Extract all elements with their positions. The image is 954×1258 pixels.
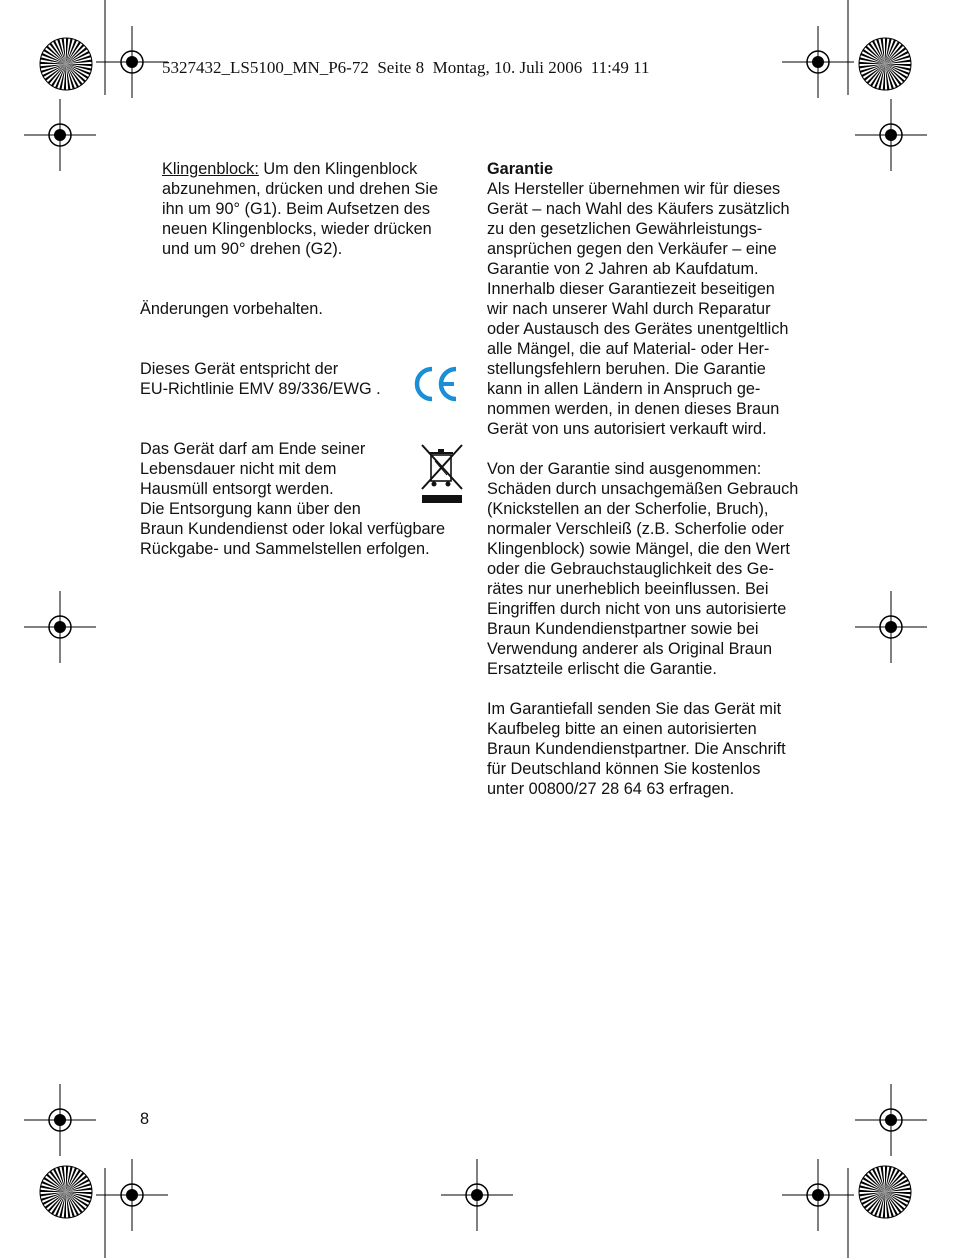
crossed-out-wheelie-bin-icon — [420, 443, 464, 505]
star-target-icon — [859, 38, 911, 90]
text-line: Garantie von 2 Jahren ab Kaufdatum. — [487, 260, 759, 278]
warranty-paragraph-1 — [487, 179, 817, 439]
warranty-paragraph-3 — [487, 699, 817, 799]
text-line: Als Hersteller übernehmen wir für dieses — [487, 180, 781, 198]
text-line: stellungsfehlern beruhen. Die Garantie — [487, 360, 766, 378]
print-slug: 5327432_LS5100_MN_P6-72 Seite 8 Montag, 10. Juli 2006 11:49 11 — [162, 58, 650, 77]
star-target-icon — [40, 1166, 92, 1218]
text-line: (Knickstellen an der Scherfolie, Bruch), — [487, 500, 769, 518]
text-line: rätes nur unerheblich beeinflussen. Bei — [487, 580, 769, 598]
text-line: zu den gesetzlichen Gewährleistungs- — [487, 220, 763, 238]
text-line: normaler Verschleiß (z.B. Scherfolie oder — [487, 520, 784, 538]
warranty-section — [487, 159, 817, 799]
changes-notice: Änderungen vorbehalten. — [140, 300, 323, 318]
text-line: kann in allen Ländern in Anspruch ge- — [487, 380, 761, 398]
text-line: oder die Gebrauchstauglichkeit des Ge- — [487, 560, 774, 578]
text-line: ansprüchen gegen den Verkäufer – eine — [487, 240, 777, 258]
text-line: Eingriffen durch nicht von uns autorisierte — [487, 600, 787, 618]
page-number: 8 — [140, 1110, 150, 1128]
text-line: Verwendung anderer als Original Braun — [487, 640, 773, 658]
text-line: für Deutschland können Sie kostenlos — [487, 760, 761, 778]
text-line: oder Austausch des Gerätes unentgeltlich — [487, 320, 789, 338]
text-line: Von der Garantie sind ausgenommen: — [487, 460, 762, 478]
text-line: nommen werden, in denen dieses Braun — [487, 400, 780, 418]
text-line: alle Mängel, die auf Material- oder Her- — [487, 340, 770, 358]
text-line: Braun Kundendienstpartner. Die Anschrift — [487, 740, 786, 758]
text-line: unter 00800/27 28 64 63 erfragen. — [487, 780, 735, 798]
text-line: Klingenblock) sowie Mängel, die den Wert — [487, 540, 790, 558]
emv-compliance: Dieses Gerät entspricht der EU-Richtlinie EMV 89/336/EWG . — [140, 360, 381, 398]
text-line: Braun Kundendienstpartner sowie bei — [487, 620, 759, 638]
text-line: wir nach unserer Wahl durch Reparatur — [487, 300, 771, 318]
text-line: Ersatzteile erlischt die Garantie. — [487, 660, 717, 678]
text-line: Schäden durch unsachgemäßen Gebrauch — [487, 480, 799, 498]
warranty-paragraph-2 — [487, 459, 817, 679]
text-line: Gerät von uns autorisiert verkauft wird. — [487, 420, 767, 438]
ce-mark-icon — [412, 364, 460, 404]
text-line: Im Garantiefall senden Sie das Gerät mit — [487, 700, 782, 718]
text-line: Gerät – nach Wahl des Käufers zusätzlich — [487, 200, 790, 218]
text-line: Kaufbeleg bitte an einen autorisierten — [487, 720, 757, 738]
text-line: Innerhalb dieser Garantiezeit beseitigen — [487, 280, 775, 298]
blade-block-label: Klingenblock: — [162, 160, 259, 178]
blade-block-instructions: Klingenblock: Um den Klingenblock abzunehmen, drücken und drehen Sie ihn um 90° (G1). Beim Aufsetzen des neuen Klingenblocks, wieder drücken und um 90° drehen (G2). — [162, 160, 439, 258]
disposal-notice: Das Gerät darf am Ende seiner Lebensdauer nicht mit dem Hausmüll entsorgt werden. Die Entsorgung kann über den Braun Kundendienst oder lokal verfügbare Rückgabe- und Sammelstellen erfolgen. — [140, 440, 446, 558]
warranty-heading: Garantie — [487, 160, 554, 178]
star-target-icon — [40, 38, 92, 90]
star-target-icon — [859, 1166, 911, 1218]
